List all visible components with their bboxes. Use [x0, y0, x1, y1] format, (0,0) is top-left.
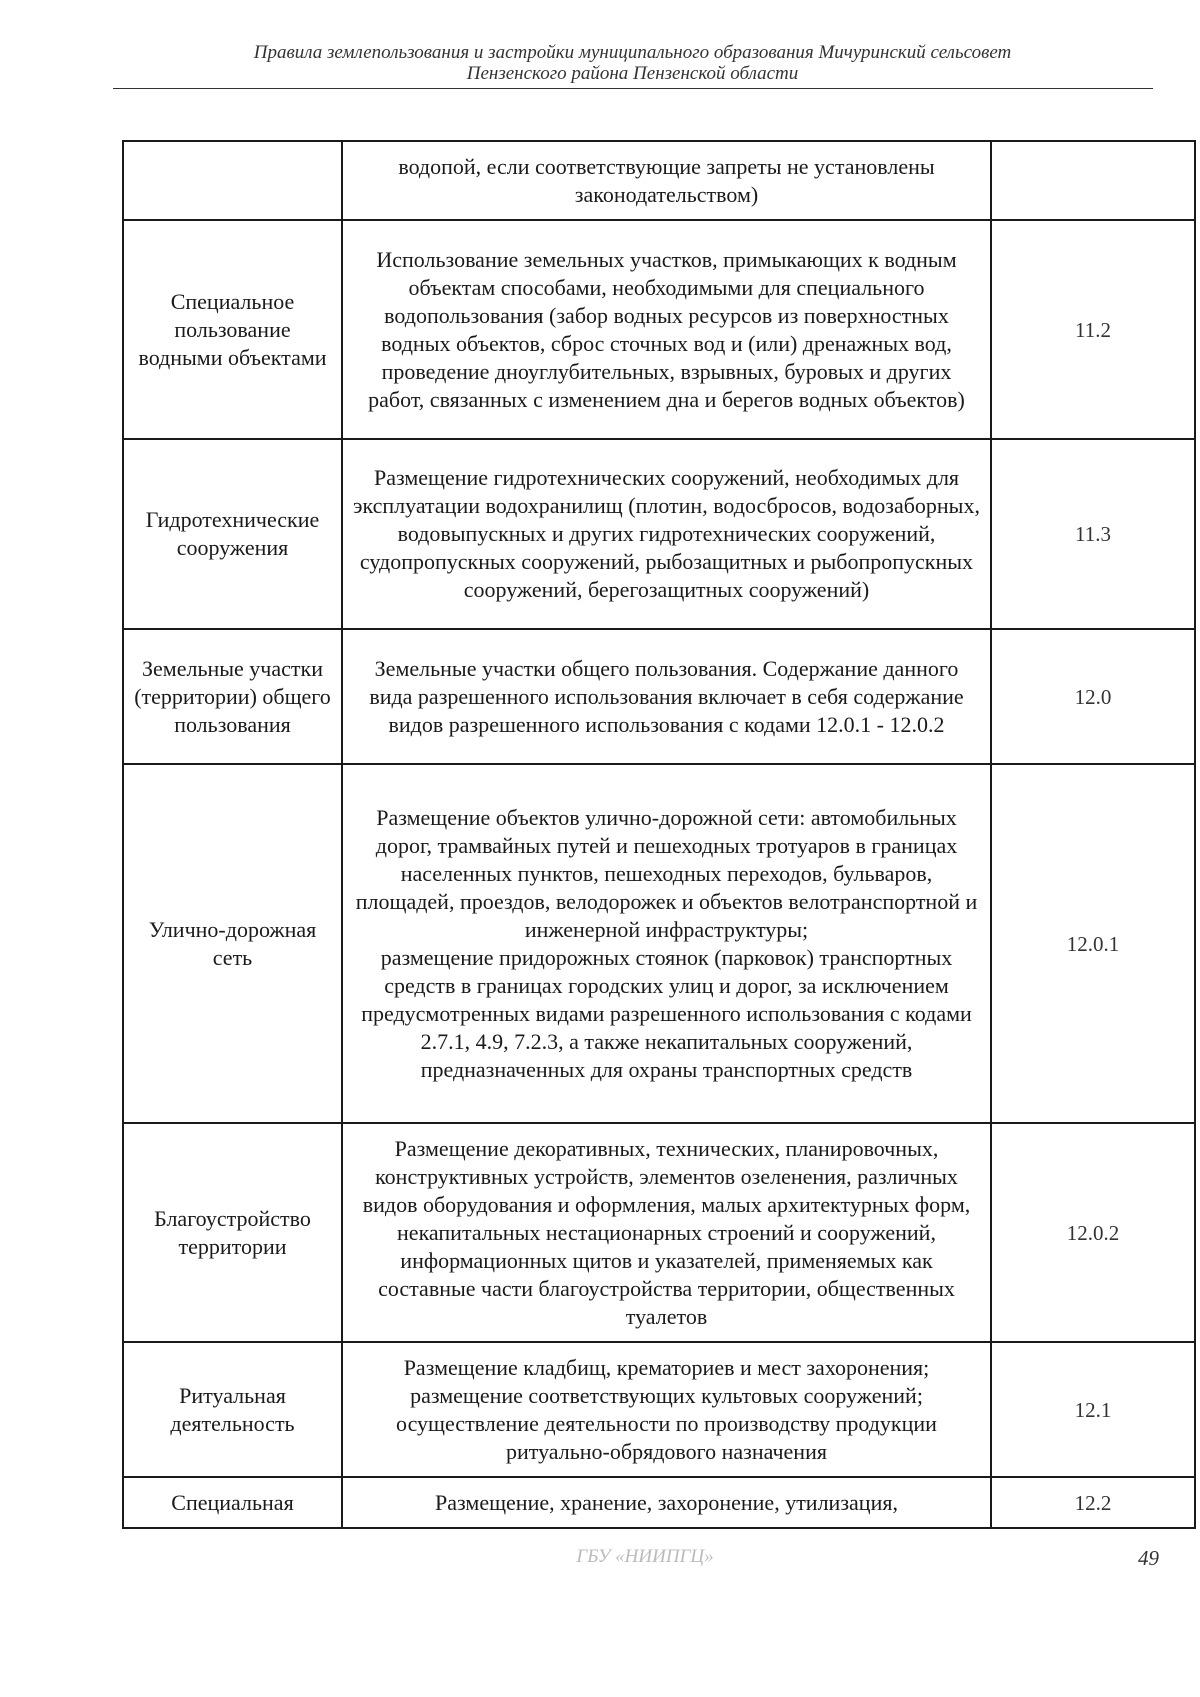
use-description-cell: водопой, если соответствующие запреты не установлены законодательством): [342, 141, 991, 220]
use-description-cell: Размещение объектов улично-дорожной сети: автомобильных дорог, трамвайных путей и пешеходных тротуаров в границах населенных пунктов, пешеходных переходов, бульваров, площадей, проездов, велодорожек и объектов велотранспортной и инженерной инфраструктуры; размещение придорожных стоянок (парковок) транспортных средств в границах городских улиц и дорог, за исключением предусмотренных видами разрешенного использования с кодами 2.7.1, 4.9, 7.2.3, а также некапитальных сооружений, предназначенных для охраны транспортных средств: [342, 764, 991, 1123]
use-description-cell: Размещение гидротехнических сооружений, необходимых для эксплуатации водохранилищ (плотин, водосбросов, водозаборных, водовыпускных и других гидротехнических сооружений, судопропускных сооружений, рыбозащитных и рыбопропускных сооружений, берегозащитных сооружений): [342, 439, 991, 629]
use-description-cell: Размещение декоративных, технических, планировочных, конструктивных устройств, элементов озеленения, различных видов оборудования и оформления, малых архитектурных форм, некапитальных нестационарных строений и сооружений, информационных щитов и указателей, применяемых как составные части благоустройства территории, общественных туалетов: [342, 1123, 991, 1342]
use-name-cell: [123, 141, 342, 220]
use-code-cell: [991, 141, 1195, 220]
use-code-cell: [991, 1477, 1195, 1528]
header-divider: [113, 88, 1153, 89]
use-description-cell: Размещение кладбищ, крематориев и мест захоронения; размещение соответствующих культовых сооружений; осуществление деятельности по производству продукции ритуально-обрядового назначения: [342, 1342, 991, 1477]
table-row: [123, 1342, 1195, 1477]
use-description-cell: Размещение, хранение, захоронение, утилизация,: [342, 1477, 991, 1528]
table-row: [123, 220, 1195, 439]
use-name-cell: Благоустройство территории: [123, 1123, 342, 1342]
use-code-cell: [991, 220, 1195, 439]
use-name-cell: Ритуальная деятельность: [123, 1342, 342, 1477]
table-row: [123, 439, 1195, 629]
use-code: 11.3: [1075, 522, 1111, 546]
use-code-cell: [991, 764, 1195, 1123]
table-row: [123, 764, 1195, 1123]
use-name-cell: Специальное пользование водными объектами: [123, 220, 342, 439]
use-code: 11.2: [1075, 317, 1111, 342]
use-code-cell: [991, 439, 1195, 629]
use-code: 12.2: [1074, 1490, 1112, 1515]
use-code: 12.0.1: [1066, 931, 1120, 956]
use-description-cell: Использование земельных участков, примыкающих к водным объектам способами, необходимыми для специального водопользования (забор водных ресурсов из поверхностных водных объектов, сброс сточных вод и (или) дренажных вод, проведение дноуглубительных, взрывных, буровых и других работ, связанных с изменением дна и берегов водных объектов): [342, 220, 991, 439]
use-code: 12.0: [1074, 684, 1112, 709]
use-name-cell: Специальная: [123, 1477, 342, 1528]
footer-organization: ГБУ «НИИПГЦ»: [576, 1546, 714, 1567]
land-use-table: [122, 140, 1196, 1529]
use-code: 12.1: [1074, 1397, 1112, 1422]
header-line-1: Правила землепользования и застройки муниципального образования Мичуринский сельсовет: [253, 42, 1012, 63]
use-code: 12.0.2: [1066, 1220, 1120, 1245]
use-name-cell: Гидротехнические сооружения: [123, 439, 342, 629]
use-name-cell: Земельные участки (территории) общего пользования: [123, 629, 342, 764]
use-name-cell: Улично-дорожная сеть: [123, 764, 342, 1123]
use-description-cell: Земельные участки общего пользования. Содержание данного вида разрешенного использования включает в себя содержание видов разрешенного использования с кодами 12.0.1 - 12.0.2: [342, 629, 991, 764]
table-row: [123, 1477, 1195, 1528]
page-number: 49: [1138, 1546, 1159, 1570]
table-row: [123, 1123, 1195, 1342]
use-code-cell: [991, 629, 1195, 764]
document-header: [115, 42, 1150, 84]
use-code-cell: [991, 1342, 1195, 1477]
use-code-cell: [991, 1123, 1195, 1342]
table-row: [123, 629, 1195, 764]
header-line-2: Пензенского района Пензенской области: [466, 63, 799, 84]
table-row: [123, 141, 1195, 220]
